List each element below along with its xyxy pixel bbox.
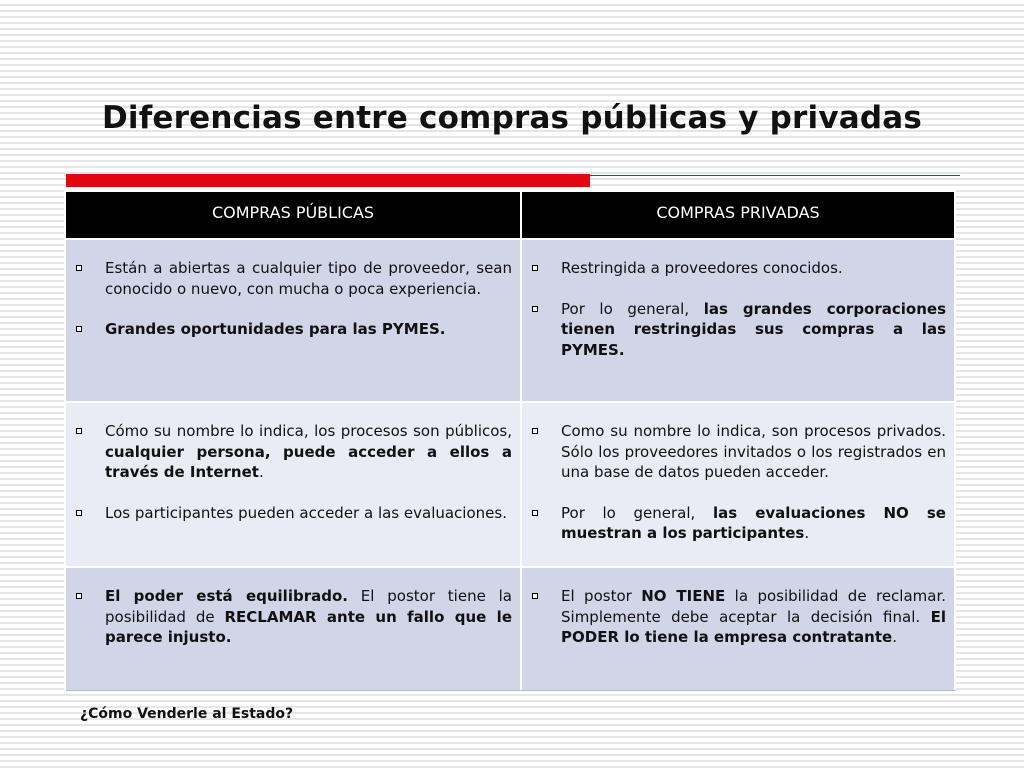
slide-footer: ¿Cómo Venderle al Estado? <box>80 706 294 722</box>
header-compras-privadas: COMPRAS PRIVADAS <box>521 191 955 239</box>
square-bullet-icon <box>76 326 82 332</box>
item-text: Están a abiertas a cualquier tipo de proveedor, sean conocido o nuevo, con mucha o poca experiencia. <box>105 259 512 298</box>
cell-privadas-row-3 <box>521 567 955 691</box>
list-item <box>74 258 512 299</box>
item-text: Por lo general, <box>561 299 704 318</box>
table-row <box>65 567 955 691</box>
cell-publicas-row-1 <box>65 239 521 402</box>
list-item <box>74 319 512 340</box>
square-bullet-icon <box>532 593 538 599</box>
item-text: Como su nombre lo indica, son procesos privados. Sólo los proveedores invitados o los registrados en una base de datos pueden acceder. <box>561 422 946 481</box>
item-text-bold: RECLAMAR ante un fallo que le parece injusto. <box>105 607 512 646</box>
header-compras-publicas: COMPRAS PÚBLICAS <box>65 191 521 239</box>
table-row <box>65 239 955 402</box>
item-text: El postor <box>561 587 642 605</box>
item-text: Cómo su nombre lo indica, los procesos son públicos, <box>105 422 512 440</box>
square-bullet-icon <box>76 593 82 599</box>
cell-publicas-row-2 <box>65 402 521 567</box>
item-text-bold: El poder está equilibrado. <box>105 587 348 605</box>
title-underline-bar <box>66 174 590 187</box>
list-item <box>74 421 512 483</box>
item-text-bold: El PODER lo tiene la empresa contratante <box>561 607 946 646</box>
item-text-bold: las grandes corporaciones tienen restringidas sus compras a las PYMES. <box>561 299 946 359</box>
item-text: la posibilidad de reclamar. Simplemente debe aceptar la decisión final. <box>561 587 947 626</box>
item-text: Por lo general, <box>561 503 713 522</box>
cell-privadas-row-1 <box>521 239 955 402</box>
list-item <box>530 258 946 279</box>
list-item <box>74 586 512 648</box>
cell-privadas-row-2 <box>521 402 955 567</box>
table-bottom-rule <box>66 690 956 691</box>
table-header-row <box>65 191 955 239</box>
list-item <box>530 586 946 648</box>
item-text-bold: las evaluaciones NO se muestran a los participantes <box>561 503 946 542</box>
square-bullet-icon <box>76 428 82 434</box>
item-text: . <box>892 628 897 646</box>
item-text: Restringida a proveedores conocidos. <box>561 259 843 277</box>
item-text: Los participantes pueden acceder a las evaluaciones. <box>105 503 507 522</box>
cell-publicas-row-3 <box>65 567 521 691</box>
list-item <box>530 421 946 483</box>
square-bullet-icon <box>76 265 82 271</box>
item-text: . <box>804 524 810 542</box>
slide-title: Diferencias entre compras públicas y privadas <box>101 100 923 136</box>
square-bullet-icon <box>532 428 538 434</box>
square-bullet-icon <box>532 510 538 516</box>
list-item <box>530 299 946 361</box>
square-bullet-icon <box>76 510 82 516</box>
item-text: El postor tiene la posibilidad de <box>105 587 512 626</box>
title-underline-rule <box>590 175 960 176</box>
list-item <box>74 503 512 524</box>
item-text-bold: Grandes oportunidades para las PYMES. <box>105 320 446 338</box>
square-bullet-icon <box>532 306 538 312</box>
table-row <box>65 402 955 567</box>
comparison-table <box>64 190 956 692</box>
item-text: . <box>258 463 264 481</box>
item-text-bold: NO TIENE <box>641 587 726 605</box>
square-bullet-icon <box>532 265 538 271</box>
list-item <box>530 503 946 544</box>
item-text-bold: cualquier persona, puede acceder a ellos a través de Internet <box>105 442 512 481</box>
